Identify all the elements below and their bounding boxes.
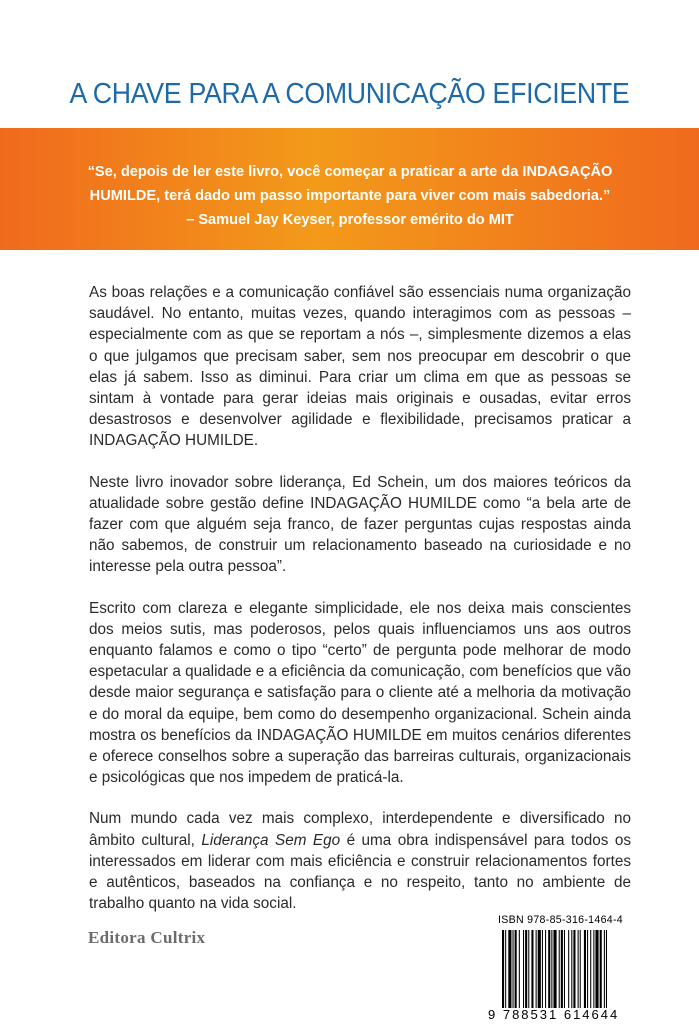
paragraph-4-end: é uma obra indispensável para todos os interessados em liderar com mais eficiência e construir relacionamentos fortes e autênticos, baseados na confiança e no respeito, tanto no ambiente de trabalho quanto na vida social. [89, 831, 631, 913]
barcode-bar [536, 930, 537, 1008]
paragraph-1: As boas relações e a comunicação confiável são essenciais numa organização saudável. No entanto, muitas vezes, quando interagimos com as pessoas – especialmente com as que se reportam a nós –, simplesmente dizemos a elas o que julgamos que precisam saber, sem nos preocupar em descobrir o que elas já sabem. Isso as diminui. Para criar um clima em que as pessoas se sintam à vontade para gerar ideias mais originais e ousadas, evitar erros desastrosos e desenvolver agilidade e flexibilidade, precisamos praticar a INDAGAÇÃO HUMILDE. [89, 284, 631, 450]
barcode-bar [595, 930, 598, 1008]
barcode-bar [528, 930, 529, 1008]
barcode-bar [571, 930, 572, 1008]
barcode-bar [606, 930, 607, 1008]
barcode-bar [578, 930, 579, 1008]
paragraph-4 [89, 808, 631, 914]
paragraph-2: Neste livro inovador sobre liderança, Ed Schein, um dos maiores teóricos da atualidade sobre gestão define INDAGAÇÃO HUMILDE como “a bela arte de fazer com que alguém seja franco, de fazer perguntas cujas respostas ainda não sabemos, de construir um relacionamento baseado na curiosidade e no interesse pela outra pessoa”. [89, 473, 631, 576]
barcode-image [502, 930, 645, 1008]
barcode-bar [553, 930, 556, 1008]
barcode-bar [545, 930, 546, 1008]
page-title: A CHAVE PARA A COMUNICAÇÃO EFICIENTE [69, 78, 630, 110]
quote-attribution: – Samuel Jay Keyser, professor emérito do MIT [186, 212, 514, 228]
barcode-bar [508, 930, 511, 1008]
barcode-bar [573, 930, 575, 1008]
barcode-bar [587, 930, 588, 1008]
barcode-bar [519, 930, 520, 1008]
barcode-bar [559, 930, 560, 1008]
paragraph-4-start: Num mundo cada vez mais complexo, interdependente e diversificado no âmbito cultural, [89, 810, 631, 849]
quote-line-2: HUMILDE, terá dado um passo importante para viver com mais sabedoria.” [89, 188, 611, 204]
barcode-bar [513, 930, 514, 1008]
barcode-bar [538, 930, 541, 1008]
paragraph-3: Escrito com clareza e elegante simplicidade, ele nos deixa mais conscientes dos meios sutis, mas poderosos, pelos quais influenciamos uns aos outros enquanto falamos e como o tipo “certo” de pergunta pode melhorar de modo espetacular a qualidade e a eficiência da comunicação, com benefícios que vão desde maior segurança e satisfação para o cliente até a melhoria da motivação e do moral da equipe, bem como do desempenho organizacional. Schein ainda mostra os benefícios da INDAGAÇÃO HUMILDE em muitos cenários diferentes e oferece conselhos sobre a superação das barreiras culturais, organizacionais e psicológicas que nos impedem de praticá-la. [89, 599, 631, 787]
endorsement-quote [70, 160, 630, 232]
barcode-bar [523, 930, 524, 1008]
barcode-bar [531, 930, 533, 1008]
barcode-bar [593, 930, 594, 1008]
barcode-bar [564, 930, 565, 1008]
barcode-bar [584, 930, 586, 1008]
barcode-bar [561, 930, 563, 1008]
barcode-bar [502, 930, 504, 1008]
book-title-italic: Liderança Sem Ego [201, 831, 341, 849]
isbn-block [486, 908, 647, 1026]
barcode-bar [525, 930, 527, 1008]
quote-line-1: “Se, depois de ler este livro, você começar a praticar a arte da INDAGAÇÃO [87, 164, 613, 180]
barcode-bar [505, 930, 506, 1008]
barcode-bar [604, 930, 605, 1008]
isbn-number: ISBN 978-85-316-1464-4 [498, 914, 623, 926]
barcode-digits: 9 788531 614644 [488, 1007, 620, 1022]
barcode-bar [590, 930, 591, 1008]
barcode-bar [580, 930, 581, 1008]
publisher-name: Editora Cultrix [88, 928, 206, 947]
book-description [89, 282, 631, 934]
barcode-bar [515, 930, 517, 1008]
barcode-bar [568, 930, 569, 1008]
barcode-bar [548, 930, 550, 1008]
barcode-bar [551, 930, 552, 1008]
barcode-bar [542, 930, 543, 1008]
barcode-bar [600, 930, 602, 1008]
